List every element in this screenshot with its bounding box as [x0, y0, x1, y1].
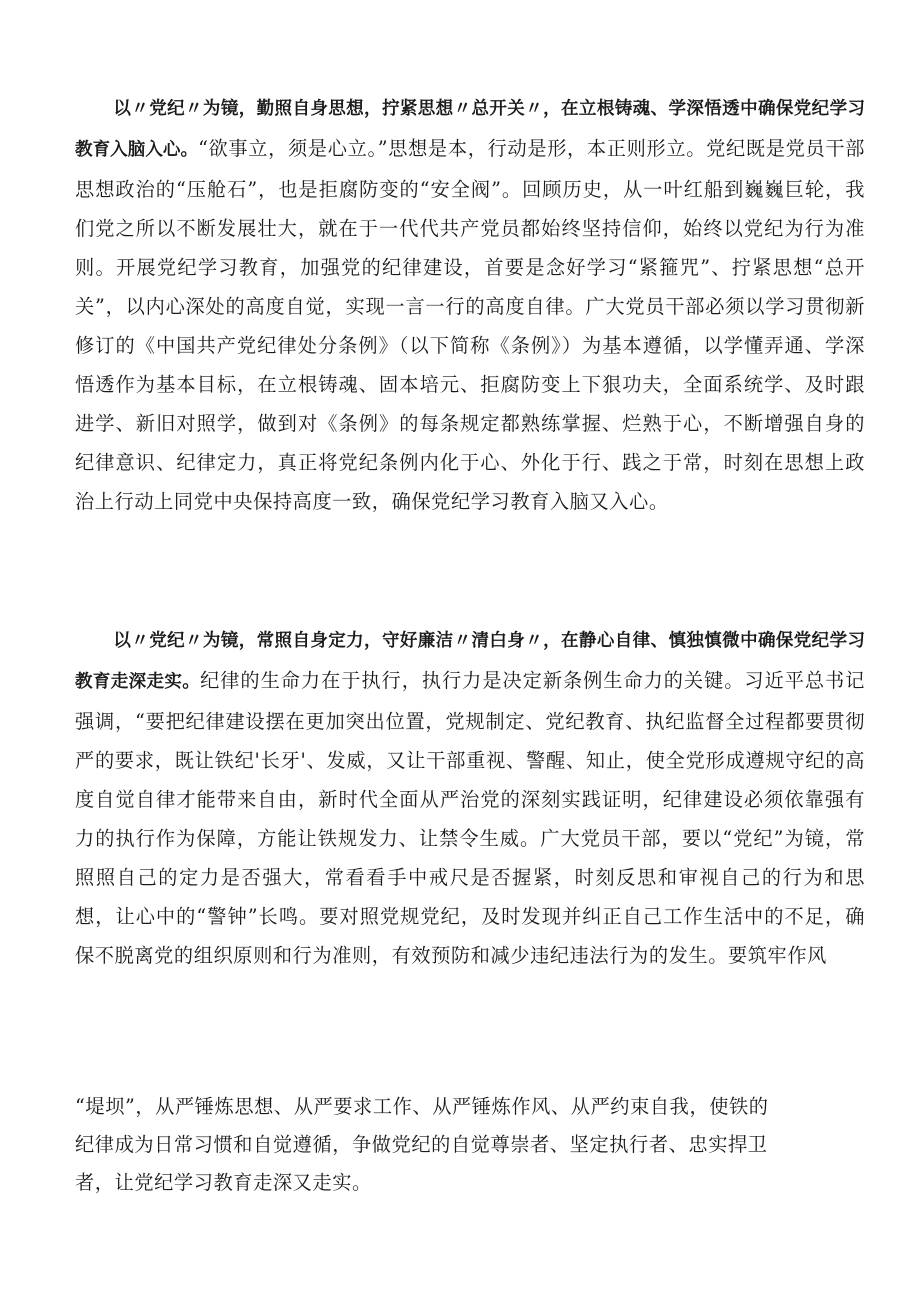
paragraph-2-body: 纪律的生命力在于执行，执行力是决定新条例生命力的关键。习近平总书记强调，“要把纪律建设摆在更加突出位置，党规制定、党纪教育、执纪监督全过程都要贯彻严的要求，既让铁纪'长牙'、发威，又让干部重视、警醒、知止，使全党形成遵规守纪的高度自觉自律才能带来自由，新时代全面从严治党的深刻实践证明，纪律建设必须依靠强有力的执行作为保障，方能让铁规发力、让禁令生威。广大党员干部，要以“党纪”为镜，常照照自己的定力是否强大，常看看手中戒尺是否握紧，时刻反思和审视自己的行为和思想，让心中的“警钟”长鸣。要对照党规党纪，及时发现并纠正自己工作生活中的不足，确保不脱离党的组织原则和行为准则，有效预防和减少违纪违法行为的发生。要筑牢作风 [75, 669, 865, 967]
paragraph-1-body: “欲事立，须是心立。”思想是本，行动是形，本正则形立。党纪既是党员干部思想政治的“压舱石”，也是拒腐防变的“安全阀”。回顾历史，从一叶红船到巍巍巨轮，我们党之所以不断发展壮大，就在于一代代共产党员都始终坚持信仰，始终以党纪为行为准则。开展党纪学习教育，加强党的纪律建设，首要是念好学习“紧箍咒”、拧紧思想“总开关”，以内心深处的高度自觉，实现一言一行的高度自律。广大党员干部必须以学习贯彻新修订的《中国共产党纪律处分条例》（以下简称《条例》）为基本遵循，以学懂弄通、学深悟透作为基本目标，在立根铸魂、固本培元、拒腐防变上下狠功夫，全面系统学、及时跟进学、新旧对照学，做到对《条例》的每条规定都熟练掌握、烂熟于心，不断增强自身的纪律意识、纪律定力，真正将党纪条例内化于心、外化于行、践之于常，时刻在思想上政治上行动上同党中央保持高度一致，确保党纪学习教育入脑又入心。 [75, 137, 865, 513]
continuation-line-2: 纪律成为日常习惯和自觉遵循，争做党纪的自觉尊崇者、坚定执行者、忠实捍卫 [75, 1133, 768, 1156]
paragraph-1 [75, 88, 865, 521]
paragraph-1-lead: 以〃党纪〃为镜，勤照自身思想，拧紧思想〃总开关〃，在立根铸魂、学深悟透中确保党纪学习教育入脑入心。 [75, 99, 865, 160]
paragraph-2 [75, 620, 865, 975]
continuation-line-3: 者，让党纪学习教育走深又走实。 [75, 1171, 372, 1194]
continuation-line-1: “堤坝”，从严锤炼思想、从严要求工作、从严锤炼作风、从严约束自我，使铁的 [75, 1095, 769, 1118]
paragraph-2-lead: 以〃党纪〃为镜，常照自身定力，守好廉洁〃清白身〃，在静心自律、慎独慎微中确保党纪学习教育走深走实。 [75, 631, 865, 692]
